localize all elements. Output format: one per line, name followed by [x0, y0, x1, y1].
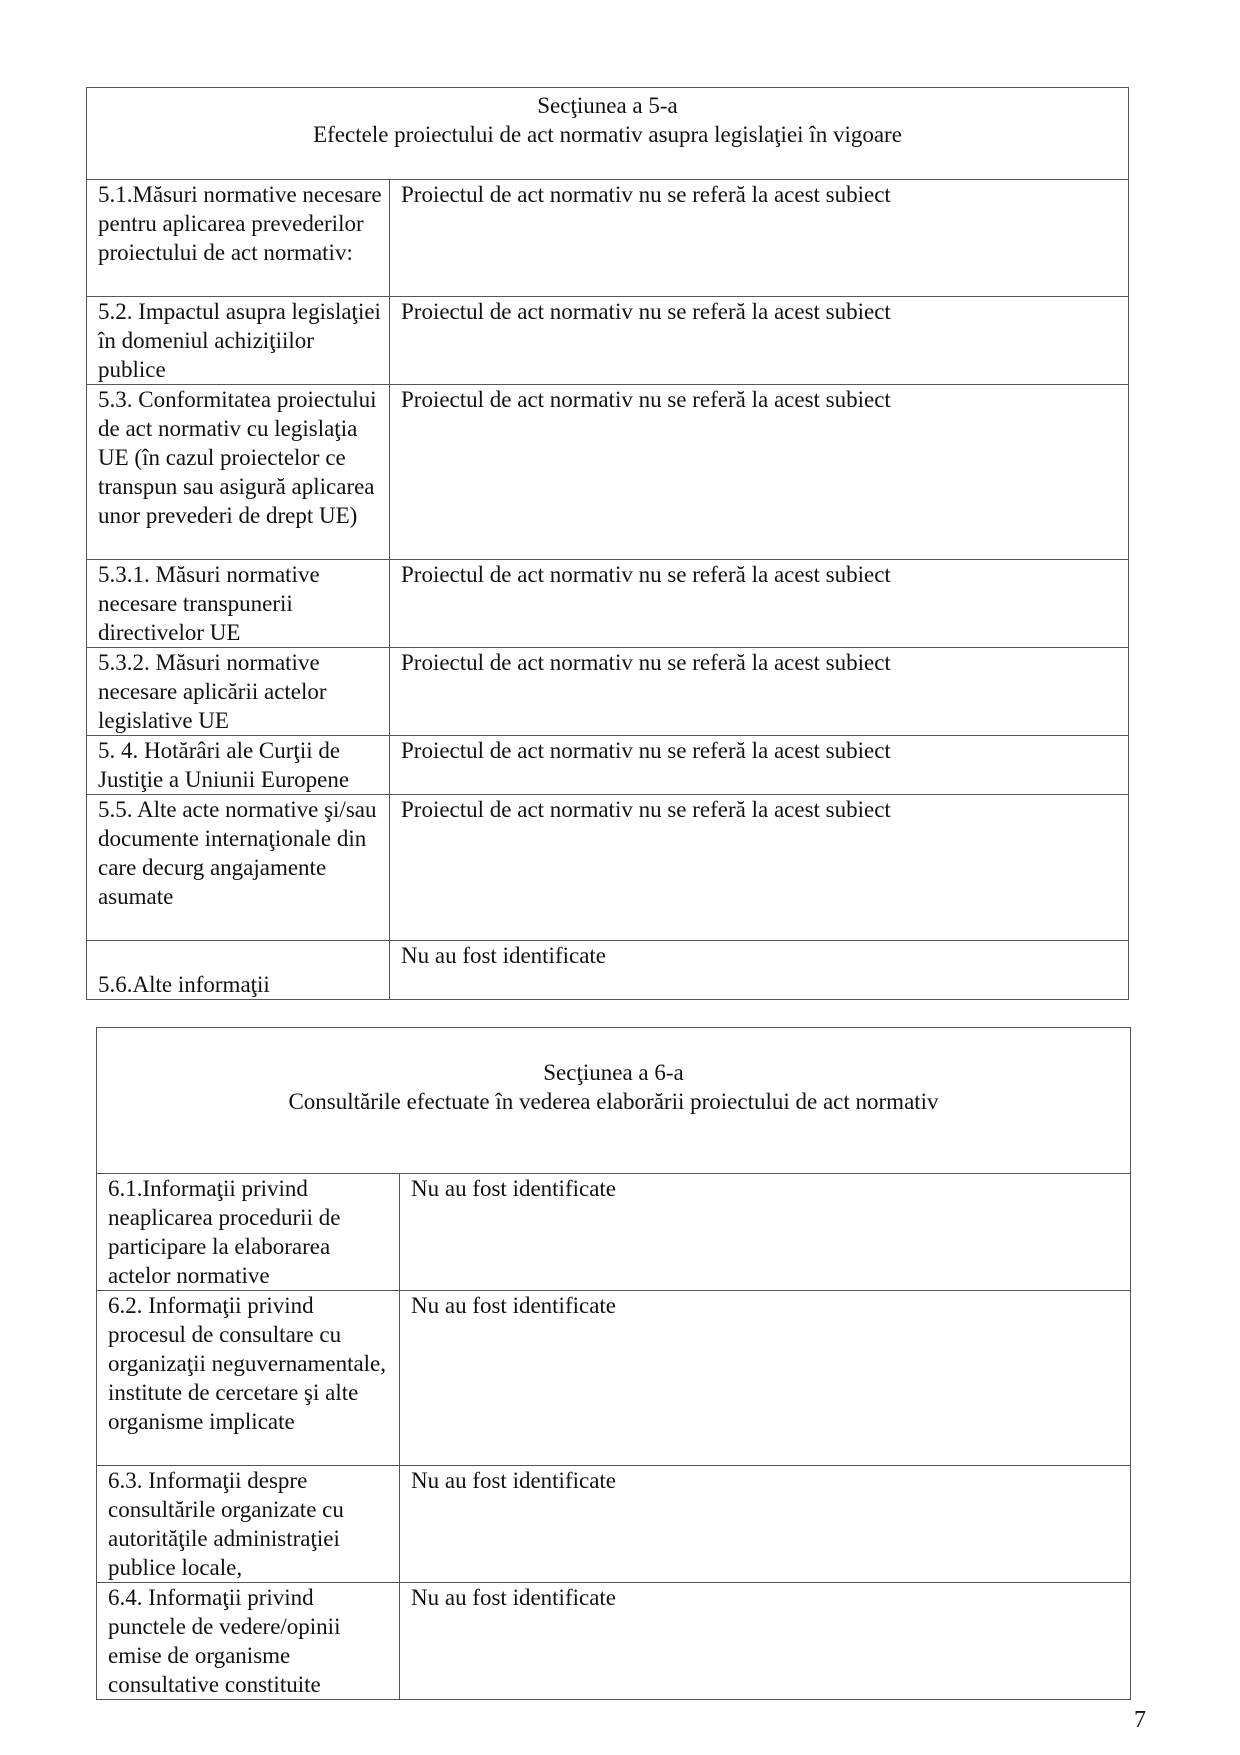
- table-row: [97, 1174, 1131, 1291]
- table-row: [87, 795, 1129, 941]
- table-row: [87, 941, 1129, 1000]
- table-row: [87, 736, 1129, 795]
- section5-header: [87, 88, 1129, 180]
- row-label: 5.3.2. Măsuri normative necesare aplicării actelor legislative UE: [87, 648, 390, 736]
- row-value: Nu au fost identificate: [400, 1291, 1131, 1466]
- table-row: [87, 385, 1129, 560]
- page-number: 7: [1134, 1707, 1146, 1733]
- table-row: [87, 648, 1129, 736]
- row-value: Nu au fost identificate: [400, 1466, 1131, 1583]
- row-label: 5. 4. Hotărâri ale Curţii de Justiţie a Uniunii Europene: [87, 736, 390, 795]
- table-row: [87, 297, 1129, 385]
- section6-table: [96, 1027, 1131, 1700]
- section6-title: Secţiunea a 6-a: [543, 1060, 684, 1085]
- table-row: [87, 180, 1129, 297]
- section6-header: [97, 1028, 1131, 1174]
- row-label: 5.6.Alte informaţii: [87, 941, 390, 1000]
- row-label: 5.1.Măsuri normative necesare pentru aplicarea prevederilor proiectului de act normativ:: [87, 180, 390, 297]
- row-value: Proiectul de act normativ nu se referă la acest subiect: [390, 385, 1129, 560]
- section6-subtitle: Consultările efectuate în vederea elaborării proiectului de act normativ: [288, 1089, 939, 1114]
- row-value: Proiectul de act normativ nu se referă la acest subiect: [390, 795, 1129, 941]
- row-value: Proiectul de act normativ nu se referă la acest subiect: [390, 736, 1129, 795]
- row-value: Proiectul de act normativ nu se referă la acest subiect: [390, 560, 1129, 648]
- row-value: Nu au fost identificate: [390, 941, 1129, 1000]
- table-row: [97, 1466, 1131, 1583]
- section5-subtitle: Efectele proiectului de act normativ asupra legislaţiei în vigoare: [313, 122, 902, 147]
- row-value: Nu au fost identificate: [400, 1174, 1131, 1291]
- row-label: 5.3.1. Măsuri normative necesare transpunerii directivelor UE: [87, 560, 390, 648]
- row-label: 5.5. Alte acte normative şi/sau documente internaţionale din care decurg angajamente asumate: [87, 795, 390, 941]
- row-label: 6.3. Informaţii despre consultările organizate cu autorităţile administraţiei publice locale,: [97, 1466, 400, 1583]
- row-label: 5.2. Impactul asupra legislaţiei în domeniul achiziţiilor publice: [87, 297, 390, 385]
- table-row: [97, 1291, 1131, 1466]
- row-value: Proiectul de act normativ nu se referă la acest subiect: [390, 180, 1129, 297]
- row-label: 5.3. Conformitatea proiectului de act normativ cu legislaţia UE (în cazul proiectelor ce transpun sau asigură aplicarea unor prevederi de drept UE): [87, 385, 390, 560]
- section5-title: Secţiunea a 5-a: [537, 93, 678, 118]
- row-value: Proiectul de act normativ nu se referă la acest subiect: [390, 648, 1129, 736]
- row-label: 6.1.Informaţii privind neaplicarea procedurii de participare la elaborarea actelor normative: [97, 1174, 400, 1291]
- table-row: [97, 1583, 1131, 1700]
- table-row: [87, 560, 1129, 648]
- row-value: Proiectul de act normativ nu se referă la acest subiect: [390, 297, 1129, 385]
- row-value: Nu au fost identificate: [400, 1583, 1131, 1700]
- section5-table: [86, 87, 1129, 1000]
- row-label: 6.4. Informaţii privind punctele de vedere/opinii emise de organisme consultative constituite: [97, 1583, 400, 1700]
- row-label: 6.2. Informaţii privind procesul de consultare cu organizaţii neguvernamentale, institute de cercetare şi alte organisme implicate: [97, 1291, 400, 1466]
